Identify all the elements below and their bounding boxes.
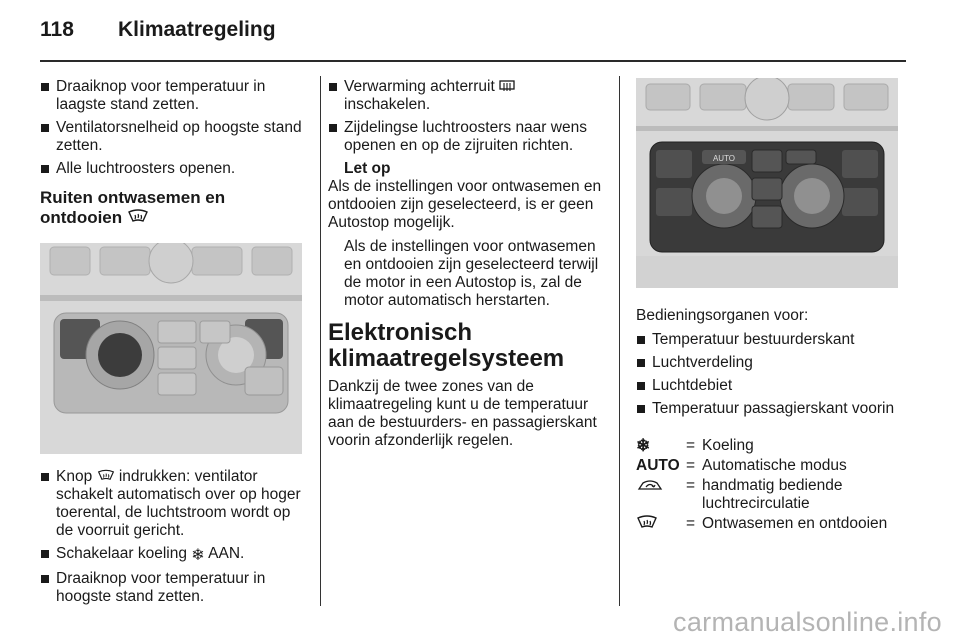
list-item: Schakelaar koeling ❄ AAN.: [40, 545, 310, 565]
column-1-lower: [40, 468, 310, 611]
windscreen-defrost-icon: [636, 515, 658, 531]
section-heading: Elektronisch klimaatregelsysteem: [328, 319, 565, 372]
snowflake-icon: ❄: [636, 436, 651, 455]
body-paragraph: Dankzij de twee zones van de klimaatregeling kunt u de temperatuur aan de bestuurders- en passagierskant voorin afzonderlijk regelen.: [328, 378, 597, 449]
windscreen-defrost-icon: [97, 469, 115, 483]
climate-panel-photo-left: [40, 243, 302, 454]
column-divider-2: [619, 76, 620, 606]
legend-row: ❄ = Koeling: [636, 436, 754, 455]
recirculation-icon: [636, 477, 664, 493]
note-paragraph: Als de instellingen voor ontwasemen en ontdooien zijn geselecteerd terwijl de motor in een Autostop is, zal de motor automatisch herstarten.: [344, 238, 599, 309]
climate-panel-image: [636, 78, 898, 288]
page-number: 118: [40, 18, 74, 41]
rear-window-heating-icon: [499, 79, 515, 93]
auto-button-label: AUTO: [712, 154, 736, 163]
column-2: [328, 78, 604, 456]
climate-panel-image: [40, 243, 302, 454]
list-item: Luchtverdeling: [636, 354, 906, 372]
column-1: [40, 78, 308, 236]
list-item: Knop indrukken: ventilator schakelt automatisch over op hoger toerental, de luchtstroom wordt op de voorruit gericht.: [40, 468, 310, 540]
auto-symbol: AUTO: [636, 457, 680, 474]
list-item: Alle luchtroosters openen.: [40, 160, 308, 178]
list-item: Draaiknop voor temperatuur in hoogste stand zetten.: [40, 570, 310, 606]
climate-panel-photo-right: [636, 78, 898, 288]
list-item: Temperatuur passagierskant voorin: [636, 400, 906, 418]
legend-row: AUTO = Automatische modus: [636, 457, 847, 474]
symbol-legend: [636, 437, 906, 538]
column-3: [636, 307, 906, 423]
windscreen-defrost-icon: [127, 209, 149, 225]
legend-row: = Ontwasemen en ontdooien: [636, 515, 906, 536]
column-divider-1: [320, 76, 321, 606]
note-title: Let op: [344, 160, 391, 177]
list-item: Temperatuur bestuurderskant: [636, 331, 906, 349]
list-item: Zijdelingse luchtroosters naar wens openen en op de zijruiten richten.: [328, 119, 604, 155]
list-item: Luchtdebiet: [636, 377, 906, 395]
section-heading: Ruiten ontwasemen en ontdooien: [40, 188, 226, 227]
note-block: [328, 160, 604, 310]
list-item: Ventilatorsnelheid op hoogste stand zetten.: [40, 119, 308, 155]
watermark: carmanualsonline.info: [673, 607, 942, 637]
note-paragraph: Als de instellingen voor ontwasemen en ontdooien zijn geselecteerd, is er geen Autostop mogelijk.: [328, 178, 602, 231]
snowflake-icon: ❄: [191, 547, 205, 564]
intro-text: Bedieningsorganen voor:: [636, 307, 809, 324]
header-rule: [40, 60, 906, 62]
page-title: Klimaatregeling: [118, 18, 276, 41]
list-item: Verwarming achterruit inschakelen.: [328, 78, 604, 114]
list-item: Draaiknop voor temperatuur in laagste stand zetten.: [40, 78, 308, 114]
legend-row: = handmatig bediende luchtrecirculatie: [636, 477, 906, 513]
